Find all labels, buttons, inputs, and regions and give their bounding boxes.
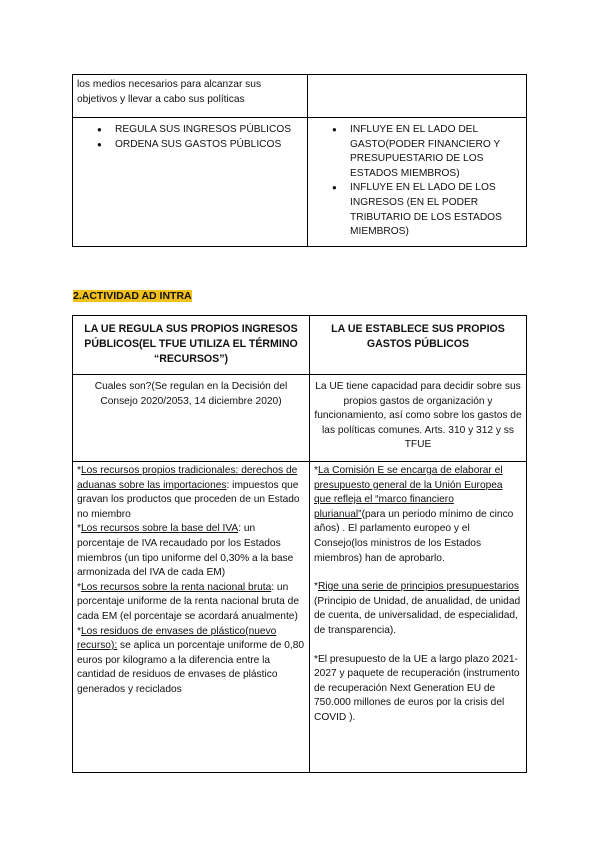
table-row	[73, 375, 527, 462]
list-item: *Los recursos sobre la renta nacional bruta: un porcentaje uniforme de la renta nacional bruta de cada EM (el porcentaje se acordará anualmente)	[77, 581, 300, 622]
list-item: *Los residuos de envases de plástico(nuevo recurso): se aplica un porcentaje uniforme de 0,80 euros por kilogramo a la diferencia entre la cantidad de residuos de envases de plástico generados y reciclados	[77, 625, 305, 695]
table-cell	[73, 118, 308, 247]
bullet-list	[77, 123, 303, 152]
list-item: *Los recursos sobre la base del IVA: un porcentaje de IVA recaudado por los Estados miembros (un tipo uniforme del 0,30% a la base armonizada del IVA de cada EM)	[77, 523, 294, 579]
list-item: ● REGULA SUS INGRESOS PÚBLICOS	[115, 123, 303, 138]
top-table	[72, 74, 527, 247]
table-cell	[73, 75, 308, 118]
table-cell	[308, 118, 527, 247]
cell-text: los medios necesarios para alcanzar sus objetivos y llevar a cabo sus políticas	[77, 79, 262, 105]
list-item: *El presupuesto de la UE a largo plazo 2021-2027 y paquete de recuperación (instrumento de recuperación Next Generation EU de 750.000 millones de euros por la crisis del COVID ).	[314, 653, 520, 723]
cell-text: Cuales son?(Se regulan en la Decisión del Consejo 2020/2053, 14 diciembre 2020)	[94, 381, 288, 407]
list-item: ● ORDENA SUS GASTOS PÚBLICOS	[115, 138, 303, 153]
table-cell	[310, 462, 527, 773]
table-row	[73, 118, 527, 247]
activity-table	[72, 315, 527, 773]
table-row	[73, 316, 527, 375]
table-row	[73, 75, 527, 118]
section-heading: 2.ACTIVIDAD AD INTRA	[73, 290, 192, 302]
list-item: ● INFLUYE EN EL LADO DE LOS INGRESOS (EN EL PODER TRIBUTARIO DE LOS ESTADOS MIEMBROS)	[350, 181, 522, 239]
table-cell-empty	[308, 75, 527, 118]
list-item: ● INFLUYE EN EL LADO DEL GASTO(PODER FINANCIERO Y PRESUPUESTARIO DE LOS ESTADOS MIEMBROS)	[350, 123, 522, 181]
spacer	[314, 639, 522, 653]
bullet-list	[312, 123, 522, 240]
column-header-right: LA UE ESTABLECE SUS PROPIOS GASTOS PÚBLICOS	[310, 316, 527, 375]
cell-text: La UE tiene capacidad para decidir sobre sus propios gastos de organización y funcionamiento, así como sobre los gastos de las políticas comunes. Arts. 310 y 312 y ss TFUE	[314, 381, 522, 451]
list-item: *Rige una serie de principios presupuestarios (Principio de Unidad, de anualidad, de unidad de cuenta, de universalidad, de especialidad, de transparencia).	[314, 581, 521, 636]
table-cell	[73, 375, 310, 462]
table-cell	[310, 375, 527, 462]
list-item: *Los recursos propios tradicionales: derechos de aduanas sobre las importaciones: impuestos que gravan los productos que proceden de un Estado no miembro	[77, 465, 300, 520]
column-header-left: LA UE REGULA SUS PROPIOS INGRESOS PÚBLICOS(EL TFUE UTILIZA EL TÉRMINO “RECURSOS”)	[73, 316, 310, 375]
table-row	[73, 462, 527, 773]
list-item: *La Comisión E se encarga de elaborar el presupuesto general de la Unión Europea que refleja el “marco financiero plurianual”(para un periodo mínimo de cinco años) . El parlamento europeo y el Consejo(los ministros de los Estados miembros) han de aprobarlo.	[314, 465, 514, 564]
spacer	[314, 566, 522, 580]
table-cell	[73, 462, 310, 773]
